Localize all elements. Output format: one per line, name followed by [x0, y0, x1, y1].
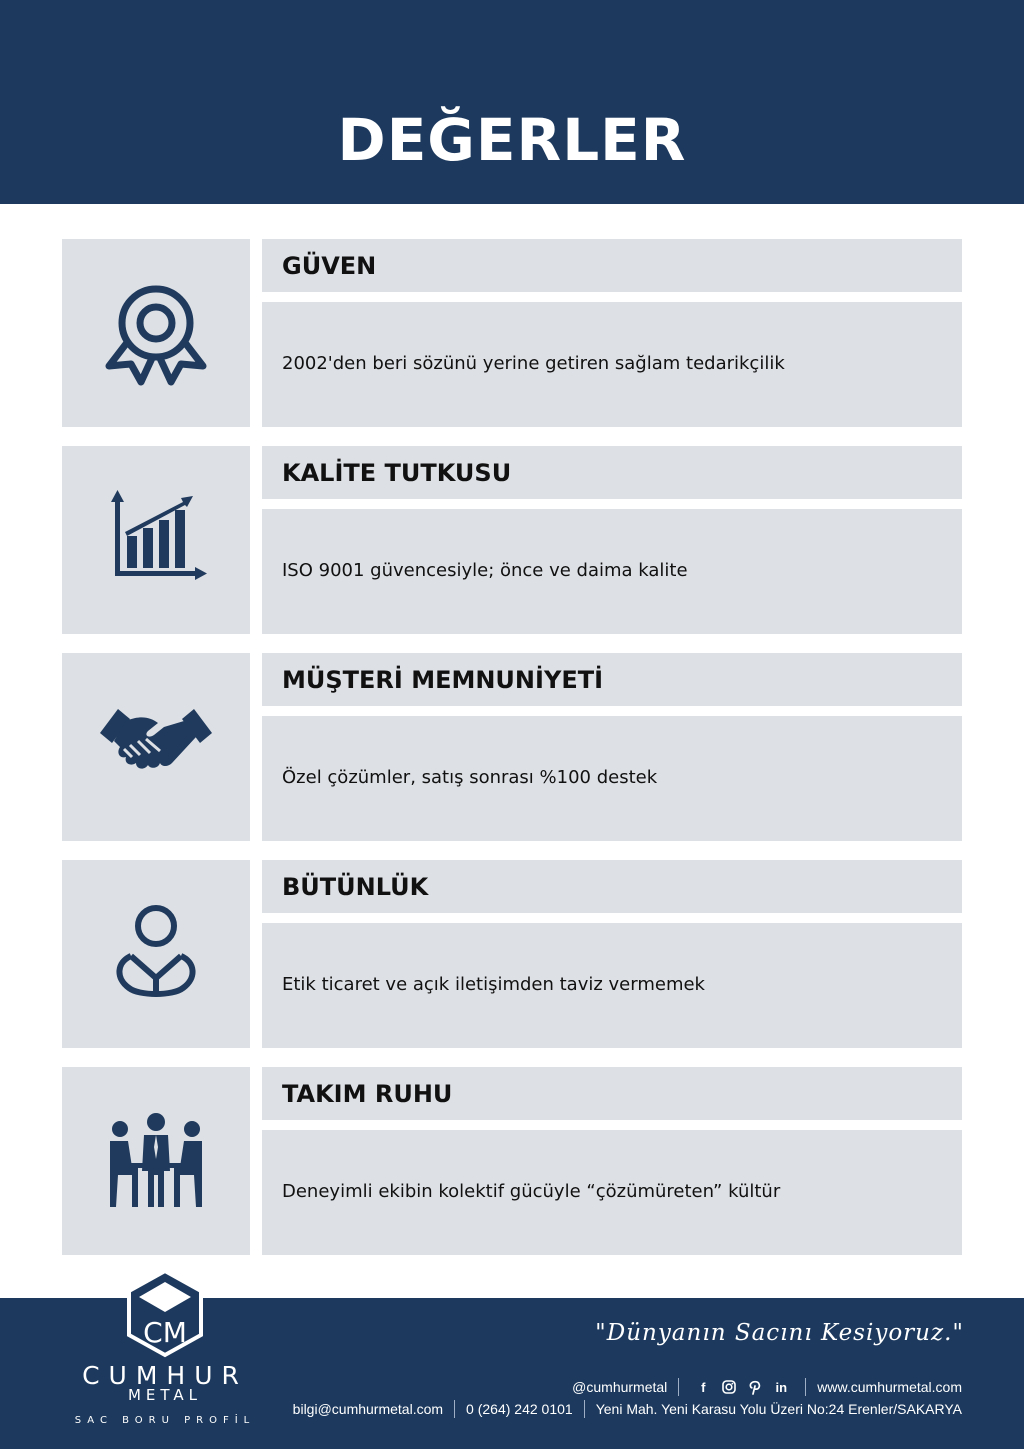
handshake-icon [100, 707, 212, 787]
address-text: Yeni Mah. Yeni Karasu Yolu Üzeri No:24 Erenler/SAKARYA [595, 1401, 962, 1417]
value-row-kalite [62, 446, 962, 634]
value-title: MÜŞTERİ MEMNUNİYETİ [282, 666, 604, 694]
growth-chart-icon [101, 490, 211, 590]
divider [678, 1378, 679, 1396]
logo-monogram: CM [143, 1316, 187, 1349]
value-description: Deneyimli ekibin kolektif gücüyle “çözümüreten” kültür [282, 1181, 781, 1202]
value-row-butunluk [62, 860, 962, 1048]
value-description: Etik ticaret ve açık iletişimden taviz vermemek [282, 974, 705, 995]
value-row-guven [62, 239, 962, 427]
award-ribbon-icon [101, 278, 211, 388]
hexagon-logo-icon [125, 1268, 205, 1358]
brand-tagline: SAC BORU PROFİL [74, 1415, 256, 1426]
brand-name: CUMHUR [82, 1361, 248, 1390]
team-meeting-icon [106, 1113, 206, 1209]
facebook-icon[interactable]: f [701, 1379, 706, 1395]
company-logo [60, 1268, 270, 1438]
value-row-musteri [62, 653, 962, 841]
address-contact-line [293, 1399, 962, 1419]
value-title: BÜTÜNLÜK [282, 873, 429, 901]
pinterest-icon[interactable] [746, 1378, 764, 1396]
divider [584, 1400, 585, 1418]
phone-number[interactable]: 0 (264) 242 0101 [466, 1401, 573, 1417]
value-description: 2002'den beri sözünü yerine getiren sağlam tedarikçilik [282, 353, 785, 374]
value-title: KALİTE TUTKUSU [282, 459, 512, 487]
value-row-takim [62, 1067, 962, 1255]
linkedin-icon[interactable]: in [775, 1379, 788, 1395]
social-handle[interactable]: @cumhurmetal [572, 1379, 668, 1395]
value-description: ISO 9001 güvencesiyle; önce ve daima kalite [282, 560, 688, 581]
value-title: GÜVEN [282, 252, 377, 280]
social-contact-line [572, 1377, 962, 1397]
page-title: DEĞERLER [337, 106, 687, 174]
divider [805, 1378, 806, 1396]
instagram-icon[interactable] [720, 1378, 738, 1396]
website-link[interactable]: www.cumhurmetal.com [817, 1379, 962, 1395]
slogan: "Dünyanın Sacını Kesiyoruz." [595, 1320, 964, 1346]
email-link[interactable]: bilgi@cumhurmetal.com [292, 1401, 444, 1417]
brand-sub: METAL [127, 1386, 203, 1404]
person-icon [111, 904, 201, 1004]
divider [454, 1400, 455, 1418]
value-description: Özel çözümler, satış sonrası %100 destek [282, 767, 658, 788]
value-title: TAKIM RUHU [282, 1080, 453, 1108]
